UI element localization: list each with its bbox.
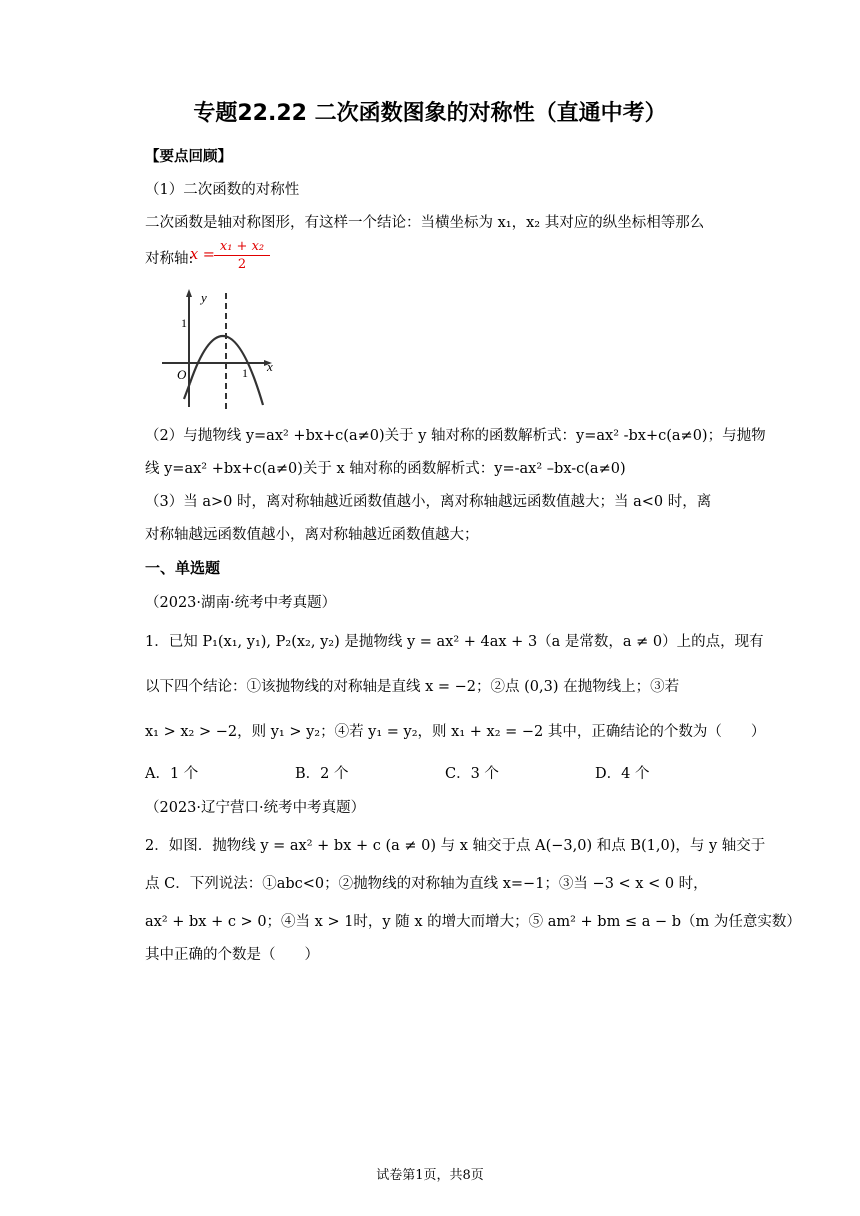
q2-line2: 点 C．下列说法：①abc<0；②抛物线的对称轴为直线 x=−1；③当 −3 < x < 0 时， <box>145 876 708 892</box>
q2-line3: ax² + bx + c > 0；④当 x > 1时，y 随 x 的增大而增大；⑤ am² + bm ≤ a − b（m 为任意实数） <box>145 914 801 930</box>
graph-y-arrow <box>186 289 192 297</box>
point2-line1: （2）与抛物线 y=ax² +bx+c(a≠0)关于 y 轴对称的函数解析式：y=ax² -bx+c(a≠0)；与抛物 <box>145 428 766 444</box>
q1-option-a: A．1 个 <box>145 766 199 782</box>
point2-line2: 线 y=ax² +bx+c(a≠0)关于 x 轴对称的函数解析式：y=-ax² –bx-c(a≠0) <box>145 461 626 477</box>
q1-option-d: D．4 个 <box>595 766 650 782</box>
q2-source: （2023·辽宁营口·统考中考真题） <box>145 800 366 816</box>
axis-formula-fraction <box>214 239 270 272</box>
point1-text: 二次函数是轴对称图形，有这样一个结论：当横坐标为 x₁，x₂ 其对应的纵坐标相等那么 <box>145 215 705 231</box>
axis-formula-numerator: x₁ + x₂ <box>214 239 270 256</box>
graph-y-label: y <box>201 290 207 305</box>
point1-heading: （1）二次函数的对称性 <box>145 182 300 198</box>
page-footer: 试卷第1页，共8页 <box>376 1168 484 1183</box>
section-review-heading: 【要点回顾】 <box>145 149 232 165</box>
graph-origin-label: O <box>177 367 187 382</box>
point3-line2: 对称轴越远函数值越小，离对称轴越近函数值越大； <box>145 527 479 543</box>
axis-formula-denominator: 2 <box>237 257 247 272</box>
graph-x-label: x <box>267 359 273 374</box>
q2-line1: 2．如图．抛物线 y = ax² + bx + c (a ≠ 0) 与 x 轴交于点 A(−3,0) 和点 B(1,0)，与 y 轴交于 <box>145 838 766 854</box>
graph-tick-x1: 1 <box>242 366 248 380</box>
axis-formula-lhs: x = <box>190 247 215 263</box>
q1-line2: 以下四个结论：①该抛物线的对称轴是直线 x = −2；②点 (0,3) 在抛物线上；③若 <box>145 679 680 695</box>
q1-source: （2023·湖南·统考中考真题） <box>145 595 337 611</box>
parabola-graph <box>160 287 280 411</box>
graph-tick-y1: 1 <box>181 316 187 330</box>
q1-option-b: B．2 个 <box>295 766 349 782</box>
q2-line4: 其中正确的个数是（ ） <box>145 947 319 963</box>
point3-line1: （3）当 a>0 时，离对称轴越近函数值越小，离对称轴越远函数值越大；当 a<0 时，离 <box>145 494 712 510</box>
axis-label: 对称轴: <box>145 251 194 267</box>
q1-line1: 1．已知 P₁(x₁, y₁), P₂(x₂, y₂) 是抛物线 y = ax² + 4ax + 3（a 是常数，a ≠ 0）上的点，现有 <box>145 634 764 650</box>
q1-option-c: C．3 个 <box>445 766 499 782</box>
section-single-choice: 一、单选题 <box>145 559 221 577</box>
q1-line3: x₁ > x₂ > −2，则 y₁ > y₂；④若 y₁ = y₂，则 x₁ + x₂ = −2 其中，正确结论的个数为（ ） <box>145 724 766 740</box>
page-title: 专题22.22 二次函数图象的对称性（直通中考） <box>193 101 667 126</box>
